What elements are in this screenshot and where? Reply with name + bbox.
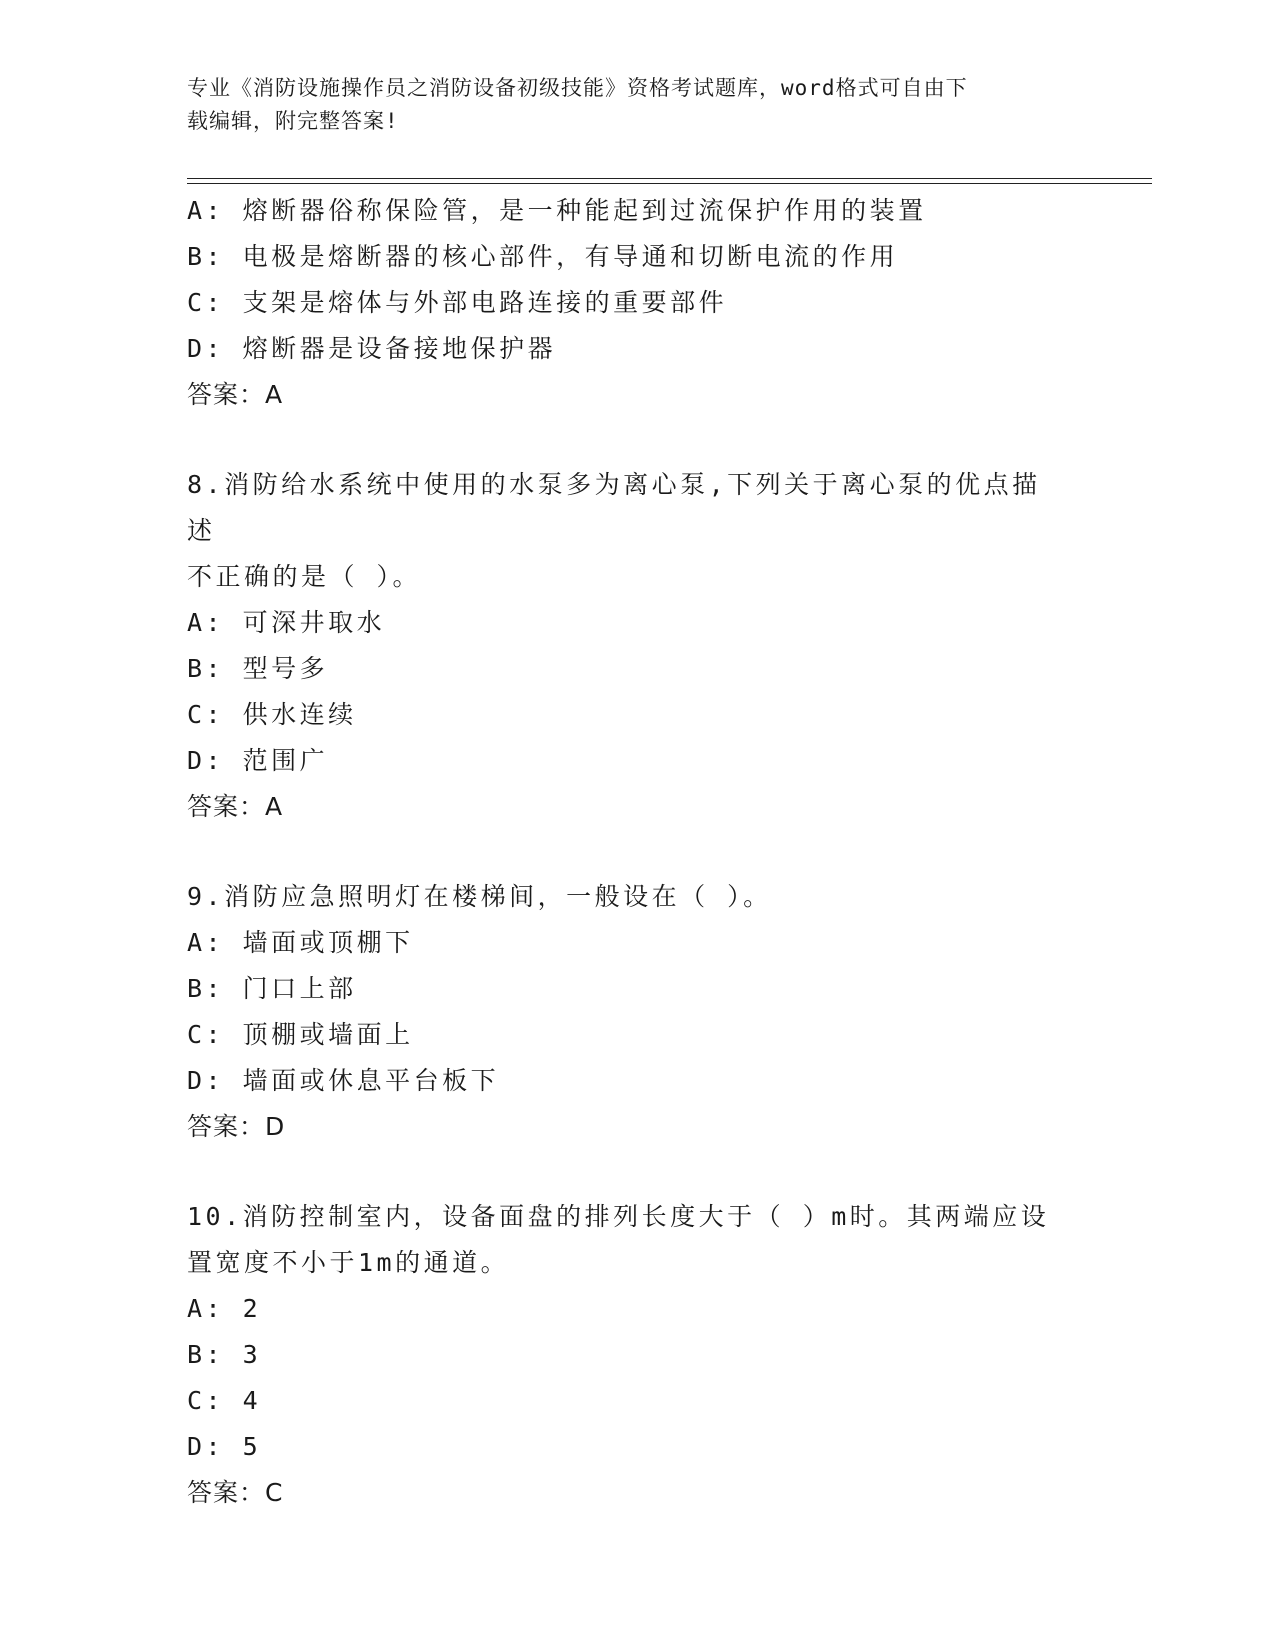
question-stem-line-1: 8.消防给水系统中使用的水泵多为离心泵,下列关于离心泵的优点描述 [187,470,1041,545]
answer-line: 答案：C [187,1478,284,1507]
header-line-1: 专业《消防设施操作员之消防设备初级技能》资格考试题库，word格式可自由下 [187,76,968,100]
option-b: B: 门口上部 [187,974,357,1003]
answer-line: 答案：A [187,380,284,409]
option-b: B: 3 [187,1340,262,1369]
option-c: C: 顶棚或墙面上 [187,1020,414,1049]
header-divider-top [187,178,1152,179]
question-8 [187,462,1087,830]
answer-line: 答案：A [187,792,284,821]
question-stem [187,462,1067,600]
question-stem [187,1194,1067,1286]
question-stem-line-2: 置宽度不小于1m的通道。 [187,1248,510,1277]
option-a: A: 熔断器俗称保险管，是一种能起到过流保护作用的装置 [187,196,927,225]
option-c: C: 供水连续 [187,700,357,729]
question-list [187,188,1087,1516]
option-c: C: 4 [187,1386,262,1415]
option-b: B: 型号多 [187,654,329,683]
question-stem-line-1: 9.消防应急照明灯在楼梯间，一般设在（ ）。 [187,882,772,911]
option-b: B: 电极是熔断器的核心部件，有导通和切断电流的作用 [187,242,899,271]
header-line-2: 载编辑，附完整答案! [187,109,399,133]
spacer [187,830,1087,874]
option-d: D: 范围广 [187,746,329,775]
question-stem-line-2: 不正确的是（ ）。 [187,562,422,591]
option-a: A: 墙面或顶棚下 [187,928,414,957]
spacer [187,418,1087,462]
option-d: D: 熔断器是设备接地保护器 [187,334,557,363]
question-10 [187,1194,1087,1516]
header-divider-bottom [187,183,1152,184]
option-d: D: 墙面或休息平台板下 [187,1066,500,1095]
question-stem-line-1: 10.消防控制室内，设备面盘的排列长度大于（ ）m时。其两端应设 [187,1202,1050,1231]
question-9 [187,874,1087,1150]
option-a: A: 可深井取水 [187,608,386,637]
option-a: A: 2 [187,1294,262,1323]
question-7 [187,188,1087,418]
document-header [187,72,1067,138]
spacer [187,1150,1087,1194]
option-c: C: 支架是熔体与外部电路连接的重要部件 [187,288,728,317]
option-d: D: 5 [187,1432,262,1461]
answer-line: 答案：D [187,1112,286,1141]
question-stem [187,874,1067,920]
